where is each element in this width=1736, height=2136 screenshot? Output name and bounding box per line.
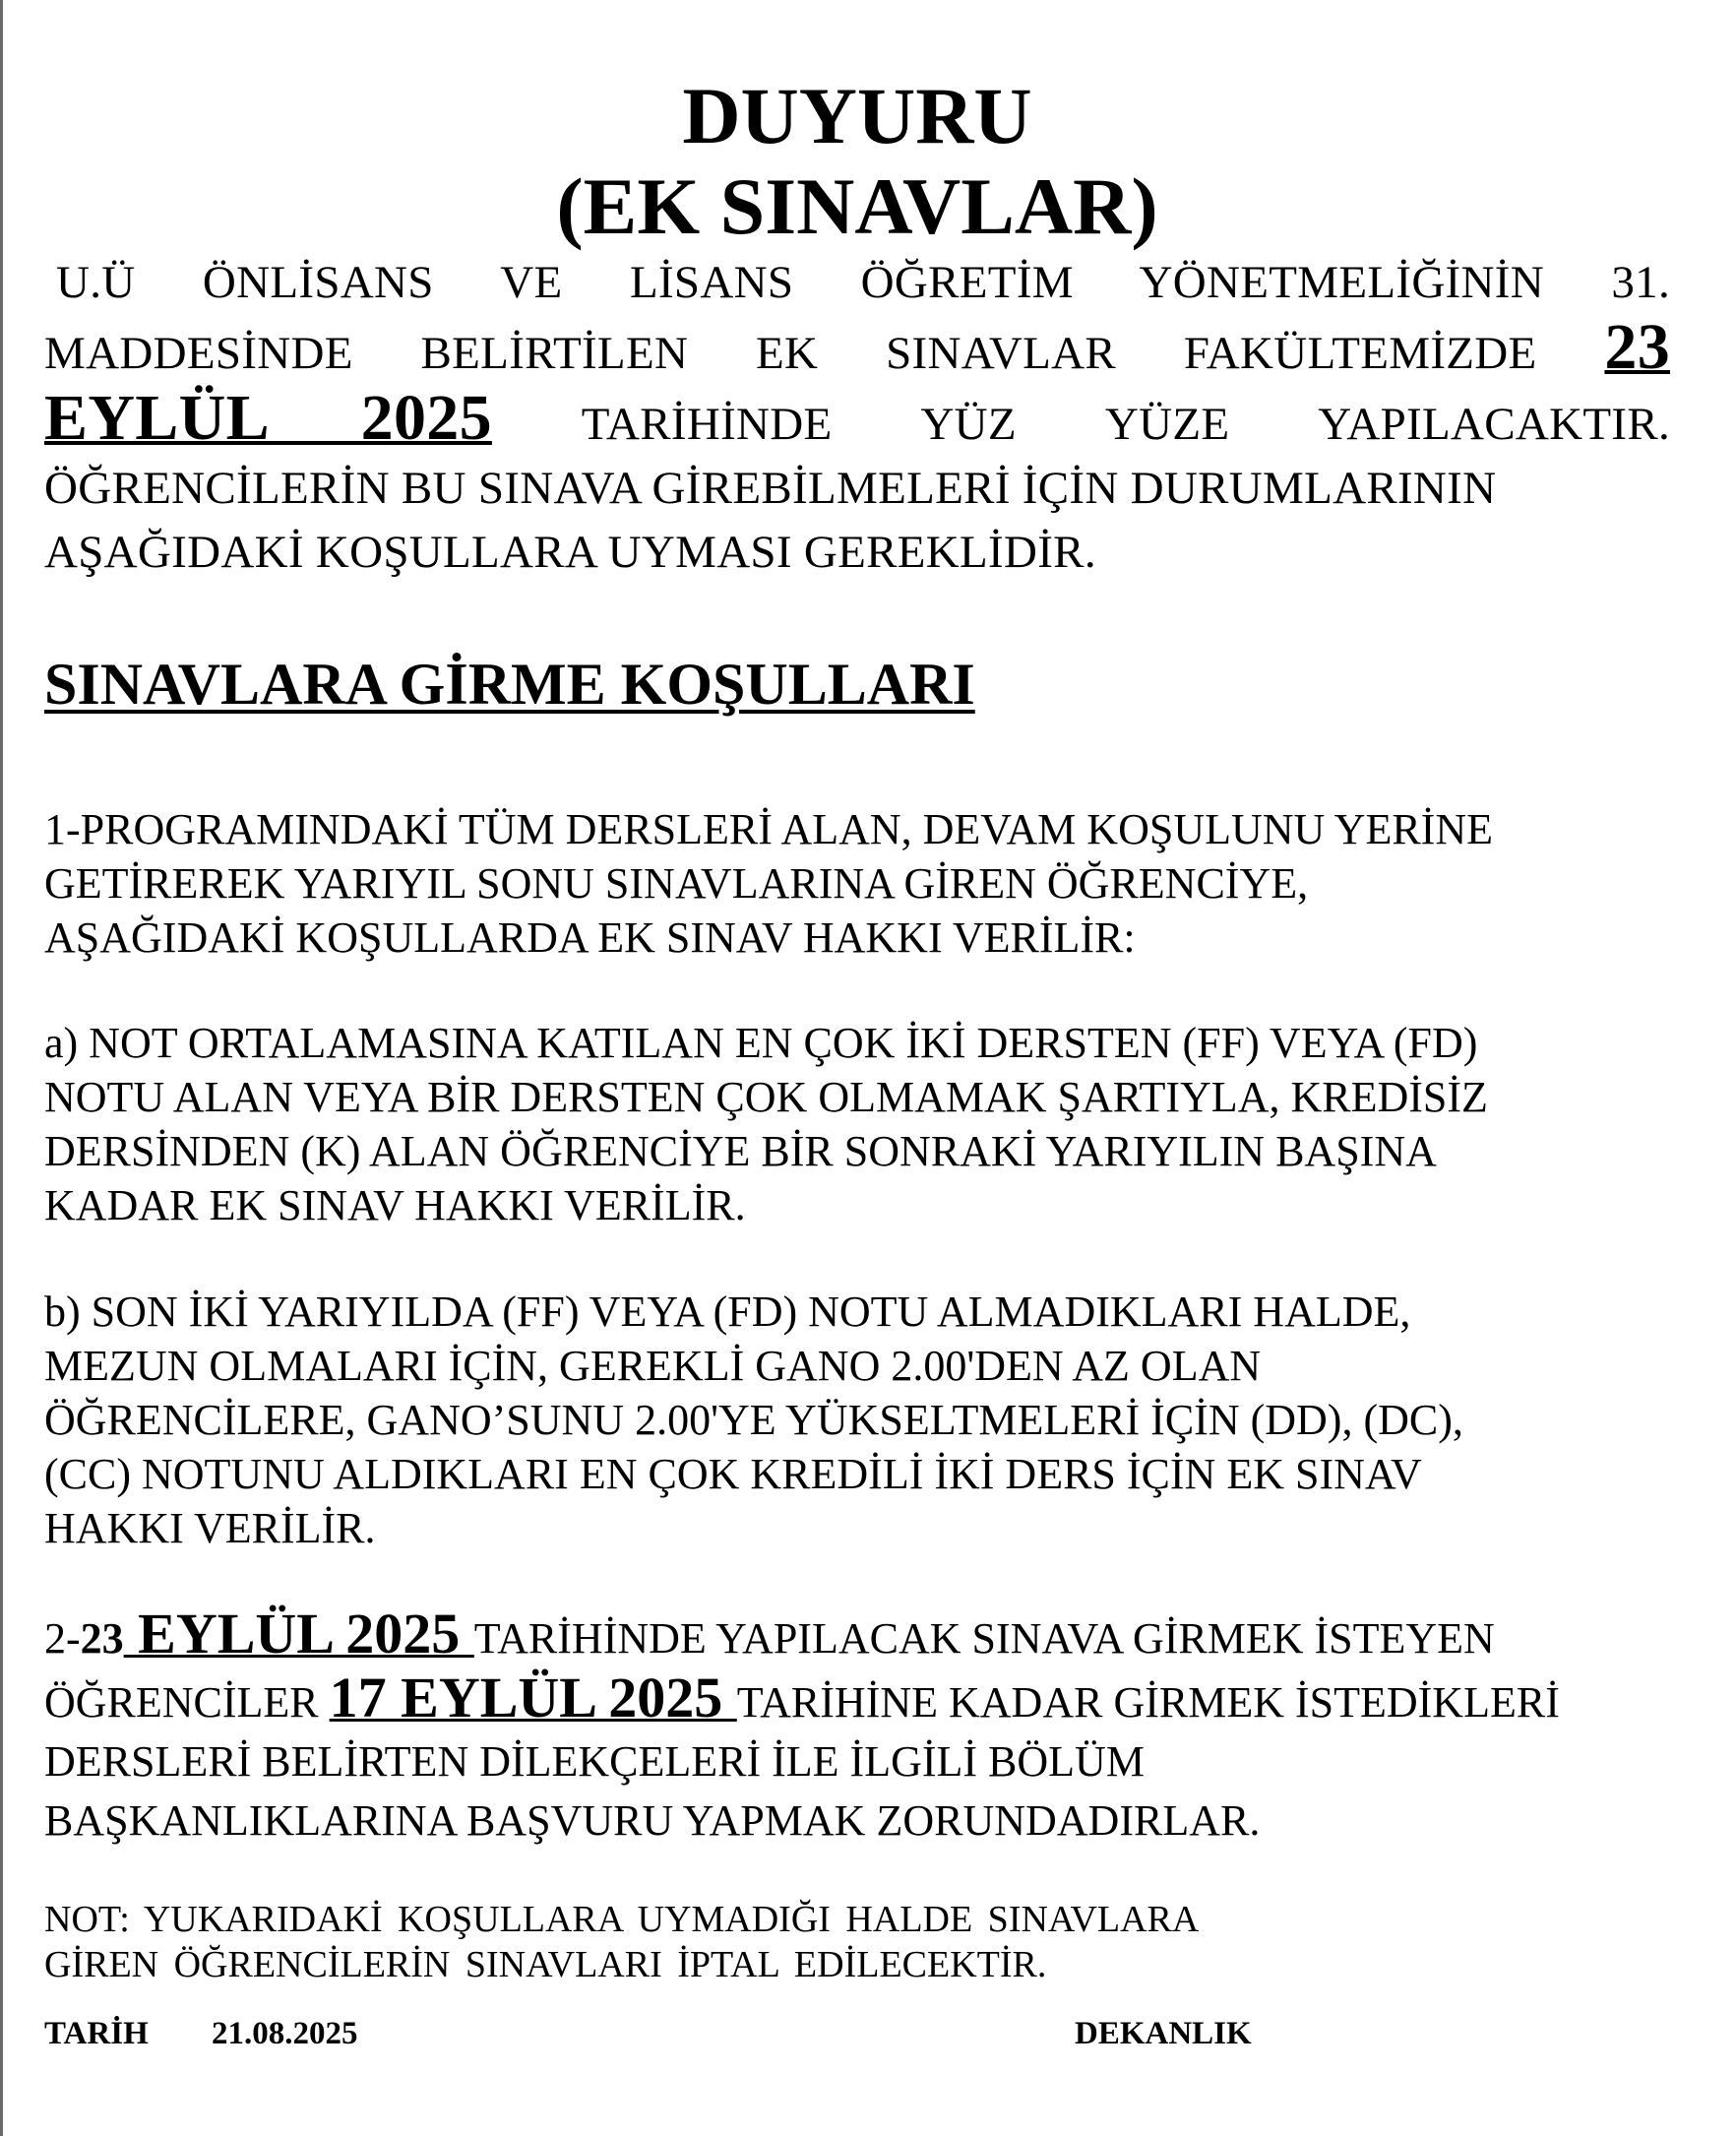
exam-day: 23 bbox=[1604, 311, 1670, 383]
condition-b-line: HAKKI VERİLİR. bbox=[44, 1504, 376, 1552]
condition-2-line-2 bbox=[44, 1665, 1670, 1732]
condition-b bbox=[44, 1285, 1670, 1555]
condition-2 bbox=[44, 1604, 1670, 1851]
note-line: NOT: YUKARIDAKİ KOŞULLARA UYMADIĞI HALDE SINAVLARA bbox=[44, 1899, 1200, 1940]
condition-2-line-1-text: TARİHİNDE YAPILACAK SINAVA GİRMEK İSTEYEN bbox=[473, 1614, 1495, 1663]
note-line: GİREN ÖĞRENCİLERİN SINAVLARI İPTAL EDİLECEKTİR. bbox=[44, 1944, 1047, 1985]
condition-b-line: MEZUN OLMALARI İÇİN, GEREKLİ GANO 2.00'DEN AZ OLAN bbox=[44, 1342, 1262, 1390]
condition-2-day: 23 bbox=[80, 1614, 124, 1663]
condition-2-exam-date: EYLÜL 2025 bbox=[123, 1602, 474, 1665]
condition-2-line-1 bbox=[44, 1604, 1670, 1668]
condition-2-line-4: BAŞKANLIKLARINA BAŞVURU YAPMAK ZORUNDADIRLAR. bbox=[44, 1796, 1261, 1845]
intro-paragraph bbox=[44, 251, 1670, 585]
condition-a-line: a) NOT ORTALAMASINA KATILAN EN ÇOK İKİ DERSTEN (FF) VEYA (FD) bbox=[44, 1019, 1478, 1067]
condition-b-line: b) SON İKİ YARIYILDA (FF) VEYA (FD) NOTU ALMADIKLARI HALDE, bbox=[44, 1288, 1411, 1336]
condition-a-line: NOTU ALAN VEYA BİR DERSTEN ÇOK OLMAMAK ŞARTIYLA, KREDİSİZ bbox=[44, 1073, 1488, 1121]
condition-a bbox=[44, 1016, 1670, 1232]
condition-b-line: ÖĞRENCİLERE, GANO’SUNU 2.00'YE YÜKSELTMELERİ İÇİN (DD), (DC), bbox=[44, 1396, 1463, 1444]
condition-2-line-3: DERSLERİ BELİRTEN DİLEKÇELERİ İLE İLGİLİ BÖLÜM bbox=[44, 1737, 1145, 1786]
conditions-heading: SINAVLARA GİRME KOŞULLARI bbox=[44, 652, 975, 717]
intro-line-1: U.Ü ÖNLİSANS VE LİSANS ÖĞRETİM YÖNETMELİĞİNİN 31. bbox=[56, 257, 1670, 308]
page-left-border bbox=[0, 0, 3, 2136]
condition-b-line: (CC) NOTUNU ALDIKLARI EN ÇOK KREDİLİ İKİ DERS İÇİN EK SINAV bbox=[44, 1450, 1422, 1498]
condition-2-line-2-head: ÖĞRENCİLER bbox=[44, 1678, 330, 1727]
intro-line-5: AŞAĞIDAKİ KOŞULLARA UYMASI GEREKLİDİR. bbox=[44, 527, 1096, 578]
condition-1-line: AŞAĞIDAKİ KOŞULLARDA EK SINAV HAKKI VERİLİR: bbox=[44, 913, 1136, 962]
condition-2-line-2-text: TARİHİNE KADAR GİRMEK İSTEDİKLERİ bbox=[736, 1678, 1560, 1727]
date-value: 21.08.2025 bbox=[212, 2016, 358, 2051]
note bbox=[44, 1897, 1199, 1987]
condition-1-line: 1-PROGRAMINDAKİ TÜM DERSLERİ ALAN, DEVAM KOŞULUNU YERİNE bbox=[44, 805, 1493, 853]
date-label: TARİH bbox=[44, 2016, 149, 2051]
condition-1-line: GETİREREK YARIYIL SONU SINAVLARINA GİREN ÖĞRENCİYE, bbox=[44, 859, 1309, 908]
condition-1 bbox=[44, 802, 1670, 965]
intro-line-3 bbox=[44, 382, 1671, 457]
condition-a-line: KADAR EK SINAV HAKKI VERİLİR. bbox=[44, 1181, 746, 1229]
intro-line-2-text: MADDESİNDE BELİRTİLEN EK SINAVLAR FAKÜLTEMİZDE bbox=[44, 328, 1537, 379]
application-deadline: 17 EYLÜL 2025 bbox=[329, 1665, 737, 1729]
signatory: DEKANLIK bbox=[1075, 2016, 1252, 2051]
title-ek-sinavlar: (EK SINAVLAR) bbox=[556, 161, 1158, 251]
exam-month-year: EYLÜL 2025 bbox=[44, 382, 492, 454]
intro-line-3-text: TARİHİNDE YÜZ YÜZE YAPILACAKTIR. bbox=[581, 399, 1671, 450]
condition-a-line: DERSİNDEN (K) ALAN ÖĞRENCİYE BİR SONRAKİ YARIYILIN BAŞINA bbox=[44, 1127, 1437, 1175]
intro-line-4: ÖĞRENCİLERİN BU SINAVA GİREBİLMELERİ İÇİN DURUMLARININ bbox=[44, 463, 1497, 514]
condition-2-prefix: 2- bbox=[44, 1614, 81, 1663]
title-duyuru: DUYURU bbox=[682, 71, 1032, 160]
intro-line-2 bbox=[44, 311, 1670, 386]
